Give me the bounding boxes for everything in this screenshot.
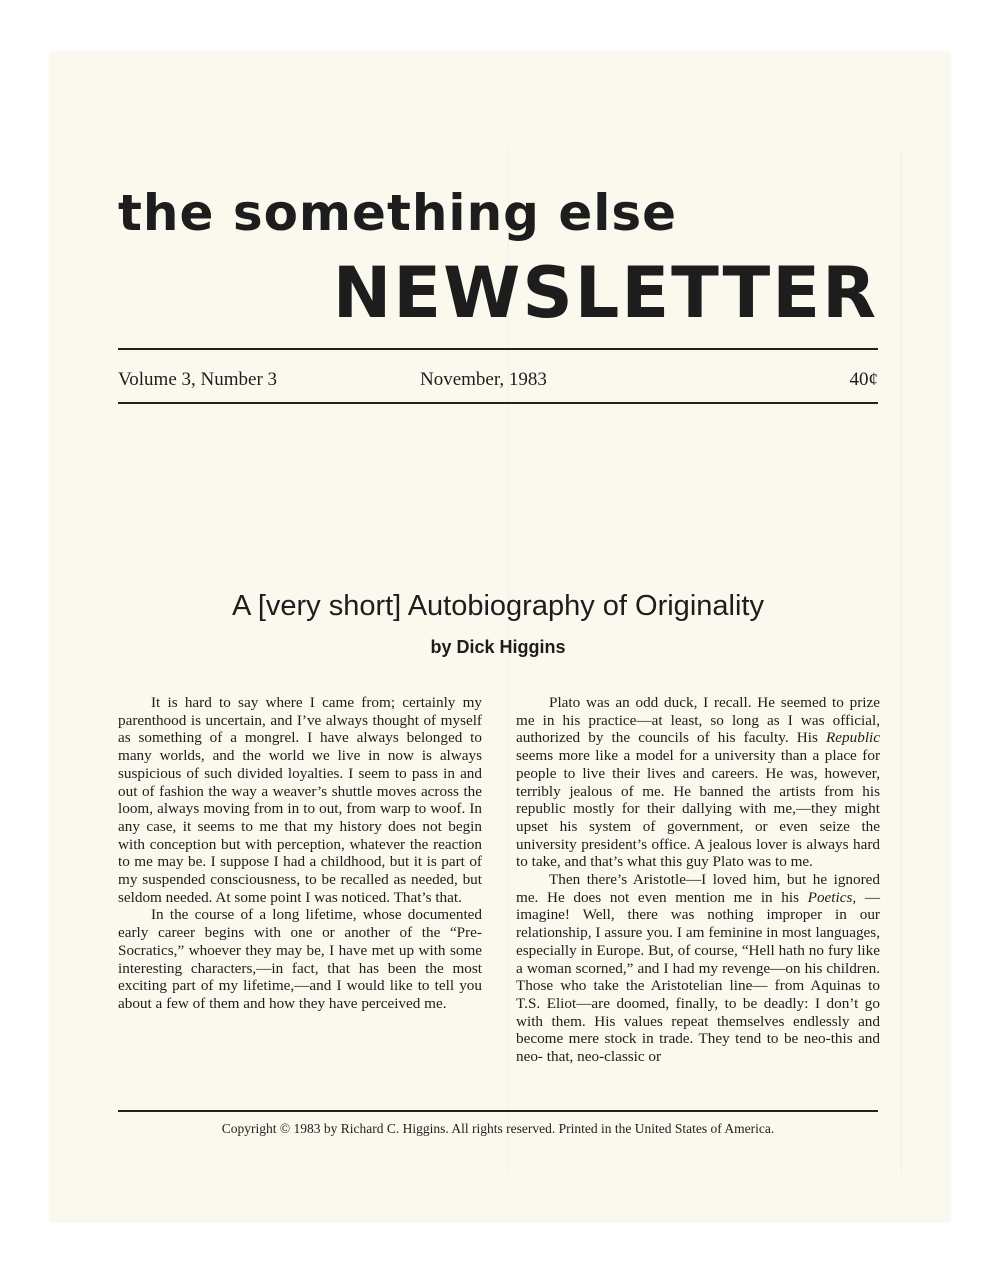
article-column-right [516, 694, 880, 1066]
paragraph: It is hard to say where I came from; certainly my parenthood is uncertain, and I’ve always thought of myself as something of a mongrel. I have always belonged to many worlds, and the world we live in now is always suspicious of such divided loyalties. I seem to pass in and out of fashion the way a weaver’s shuttle moves across the loom, always moving from in to out, from warp to woof. In any case, it seems to me that my history does not begin with conception but with perception, whatever the reaction to me may be. I suppose I had a childhood, but it is part of my suspended consciousness, to be recalled as needed, but seldom needed. At some point I was noticed. That’s that. [118, 694, 482, 906]
top-rule [118, 348, 878, 350]
paragraph: Then there’s Aristotle—I loved him, but he ignored me. He does not even mention me in his Poetics, —imagine! Well, there was nothing improper in our relationship, I assure you. I am feminine in most languages, especially in Europe. But, of course, “Hell hath no fury like a woman scorned,” and I had my revenge—on his children. Those who take the Aristotelian line— from Aquinas to T.S. Eliot—are doomed, finally, to be deadly: I don’t go with them. His values repeat themselves endlessly and become mere stock in trade. They tend to be neo-this and neo- that, neo-classic or [516, 871, 881, 1066]
masthead-title: NEWSLETTER [332, 252, 878, 334]
article-byline: by Dick Higgins [430, 637, 566, 657]
issue-date: November, 1983 [420, 369, 547, 390]
masthead-subtitle: the something else [118, 184, 678, 242]
article-column-left [118, 694, 482, 1013]
header-bottom-rule [118, 402, 878, 404]
paragraph: Plato was an odd duck, I recall. He seemed to prize me in his practice—at least, so long as I was official, authorized by the councils of his faculty. His Republic seems more like a model for a university than a place for people to live their lives and careers. He was, however, terribly jealous of me. He banned the artists from his republic mostly for their dallying with me,—they might upset his system of government, or even seize the university president’s office. A jealous lover is always hard to take, and that’s what this guy Plato was to me. [516, 694, 880, 871]
issue-volume: Volume 3, Number 3 [118, 369, 278, 390]
footer-rule [118, 1110, 878, 1112]
copyright-notice: Copyright © 1983 by Richard C. Higgins. All rights reserved. Printed in the United States of America. [221, 1121, 775, 1136]
article-title: A [very short] Autobiography of Originality [232, 590, 764, 622]
issue-info-bar [118, 369, 878, 395]
paragraph: In the course of a long lifetime, whose documented early career begins with one or another of the “Pre-Socratics,” whoever they may be, I have met up with some interesting characters,—in fact, that has been the most exciting part of my lifetime,—and I would like to tell you about a few of them and how they have perceived me. [118, 906, 482, 1012]
issue-price: 40¢ [849, 369, 878, 390]
